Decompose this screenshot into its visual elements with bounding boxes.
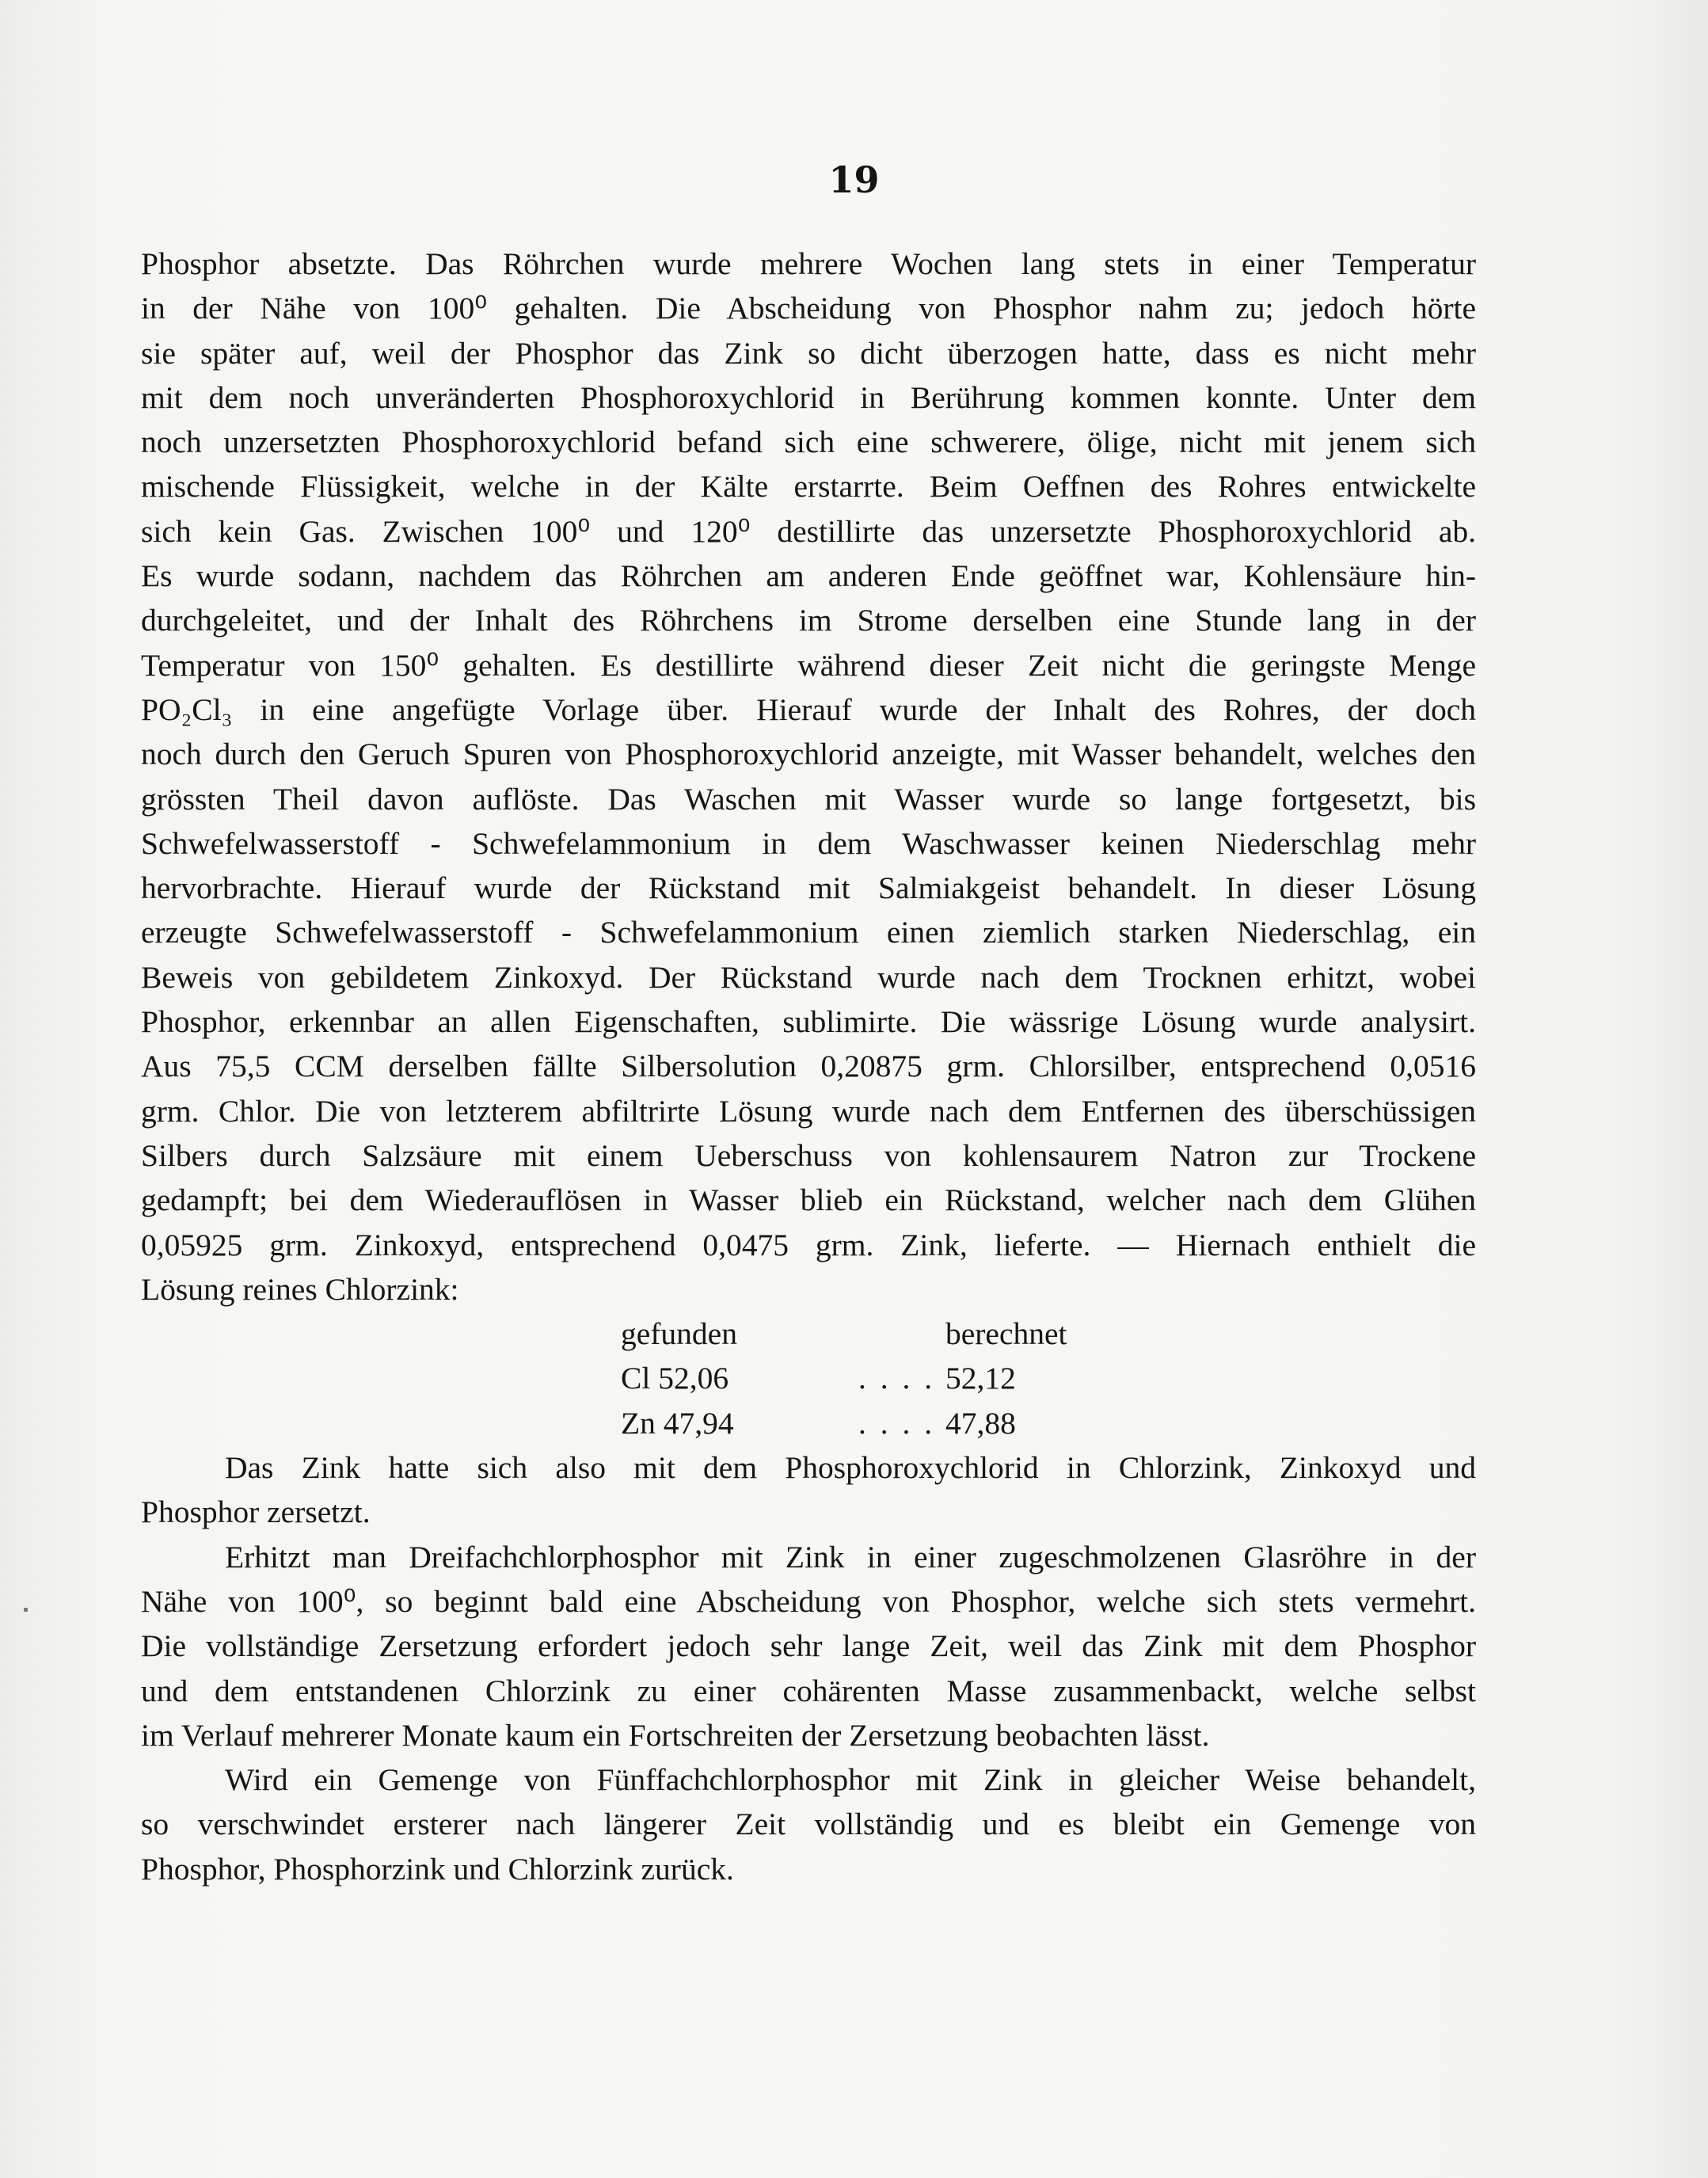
text-line: 0,05925 grm. Zinkoxyd, entsprechend 0,0475 grm. Zink, lieferte. — Hiernach enthielt die xyxy=(141,1227,1476,1262)
text-line: Es wurde sodann, nachdem das Röhrchen am anderen Ende geöffnet war, Kohlensäure hin- xyxy=(141,558,1476,594)
text-line: hervorbrachte. Hierauf wurde der Rückstand mit Salmiakgeist behandelt. In dieser Lösung xyxy=(141,870,1476,906)
paragraph-1 xyxy=(141,242,1476,1312)
text-line: Phosphor absetzte. Das Röhrchen wurde mehrere Wochen lang stets in einer Temperatur xyxy=(141,246,1476,281)
text-line: PO₂Cl₃ in eine angefügte Vorlage über. Hierauf wurde der Inhalt des Rohres, der doch xyxy=(141,691,1476,727)
text-line: noch unzersetzten Phosphoroxychlorid befand sich eine schwerere, ölige, nicht mit jenem sich xyxy=(141,425,1476,460)
text-line: Phosphor, erkennbar an allen Eigenschaften, sublimirte. Die wässrige Lösung wurde analysirt. xyxy=(141,1004,1476,1040)
table-cell-element-found xyxy=(621,1401,858,1445)
text-line: grössten Theil davon auflöste. Das Waschen mit Wasser wurde so lange fortgesetzt, bis xyxy=(141,781,1476,817)
table-row xyxy=(621,1401,1143,1445)
text-line: sich kein Gas. Zwischen 100⁰ und 120⁰ destillirte das unzersetzte Phosphoroxychlorid ab. xyxy=(141,513,1476,549)
analysis-table xyxy=(621,1312,1143,1445)
table-header-calculated: berechnet xyxy=(945,1316,1067,1352)
text-line: Die vollständige Zersetzung erfordert jedoch sehr lange Zeit, weil das Zink mit dem Phosphor xyxy=(141,1628,1476,1664)
text-line: Erhitzt man Dreifachchlorphosphor mit Zink in einer zugeschmolzenen Glasröhre in der xyxy=(225,1539,1476,1574)
table-header-row xyxy=(621,1312,1143,1356)
element-symbol: Cl xyxy=(621,1361,651,1396)
text-line: so verschwindet ersterer nach längerer Zeit vollständig und es bleibt ein Gemenge von xyxy=(141,1807,1476,1842)
table-row xyxy=(621,1356,1143,1400)
text-line: mit dem noch unveränderten Phosphoroxychlorid in Berührung kommen konnte. Unter dem xyxy=(141,379,1476,415)
text-line: erzeugte Schwefelwasserstoff - Schwefelammonium einen ziemlich starken Niederschlag, ein xyxy=(141,915,1476,950)
page-number: 19 xyxy=(828,158,880,201)
found-value: 52,06 xyxy=(658,1361,729,1396)
table-header-spacer xyxy=(858,1312,945,1356)
text-line: Schwefelwasserstoff - Schwefelammonium in dem Waschwasser keinen Niederschlag mehr xyxy=(141,825,1476,861)
text-line: Beweis von gebildetem Zinkoxyd. Der Rückstand wurde nach dem Trocknen erhitzt, wobei xyxy=(141,959,1476,995)
calculated-value: 47,88 xyxy=(945,1405,1016,1441)
text-line: Temperatur von 150⁰ gehalten. Es destillirte während dieser Zeit nicht die geringste Menge xyxy=(141,647,1476,683)
text-line: Das Zink hatte sich also mit dem Phosphoroxychlorid in Chlorzink, Zinkoxyd und xyxy=(225,1450,1476,1486)
text-line: und dem entstandenen Chlorzink zu einer cohärenten Masse zusammenbackt, welche selbst xyxy=(141,1673,1476,1708)
text-line: sie später auf, weil der Phosphor das Zink so dicht überzogen hatte, dass es nicht mehr xyxy=(141,335,1476,371)
table-cell-element-found xyxy=(621,1356,858,1400)
text-line: mischende Flüssigkeit, welche in der Kälte erstarrte. Beim Oeffnen des Rohres entwickelte xyxy=(141,469,1476,505)
leader-dots: . . . . xyxy=(858,1405,936,1441)
text-line: Wird ein Gemenge von Fünffachchlorphosphor mit Zink in gleicher Weise behandelt, xyxy=(225,1762,1476,1798)
margin-mark xyxy=(24,1608,28,1612)
text-line: Nähe von 100⁰, so beginnt bald eine Abscheidung von Phosphor, welche sich stets vermehrt. xyxy=(141,1583,1476,1619)
paragraph-4 xyxy=(141,1757,1476,1891)
text-line: im Verlauf mehrerer Monate kaum ein Fortschreiten der Zersetzung beobachten lässt. xyxy=(141,1717,1210,1753)
text-line: Phosphor, Phosphorzink und Chlorzink zurück. xyxy=(141,1851,734,1887)
table-header-found: gefunden xyxy=(621,1316,737,1352)
text-line: durchgeleitet, und der Inhalt des Röhrchens im Strome derselben eine Stunde lang in der xyxy=(141,603,1476,638)
text-line: Phosphor zersetzt. xyxy=(141,1495,371,1530)
found-value: 47,94 xyxy=(663,1405,734,1441)
text-line: Silbers durch Salzsäure mit einem Ueberschuss von kohlensaurem Natron zur Trockene xyxy=(141,1137,1476,1173)
text-line: Lösung reines Chlorzink: xyxy=(141,1271,459,1307)
leader-dots: . . . . xyxy=(858,1361,936,1396)
text-line: grm. Chlor. Die von letzterem abfiltrirte Lösung wurde nach dem Entfernen des überschüssigen xyxy=(141,1093,1476,1129)
text-line: in der Nähe von 100⁰ gehalten. Die Abscheidung von Phosphor nahm zu; jedoch hörte xyxy=(141,291,1476,326)
body-text xyxy=(141,242,1476,1891)
paragraph-3 xyxy=(141,1535,1476,1757)
calculated-value: 52,12 xyxy=(945,1361,1016,1396)
text-line: noch durch den Geruch Spuren von Phosphoroxychlorid anzeigte, mit Wasser behandelt, welches den xyxy=(141,737,1476,772)
text-line: Aus 75,5 CCM derselben fällte Silbersolution 0,20875 grm. Chlorsilber, entsprechend 0,0516 xyxy=(141,1049,1476,1084)
paragraph-2 xyxy=(141,1445,1476,1535)
element-symbol: Zn xyxy=(621,1405,656,1441)
text-line: gedampft; bei dem Wiederauflösen in Wasser blieb ein Rückstand, welcher nach dem Glühen xyxy=(141,1182,1476,1218)
